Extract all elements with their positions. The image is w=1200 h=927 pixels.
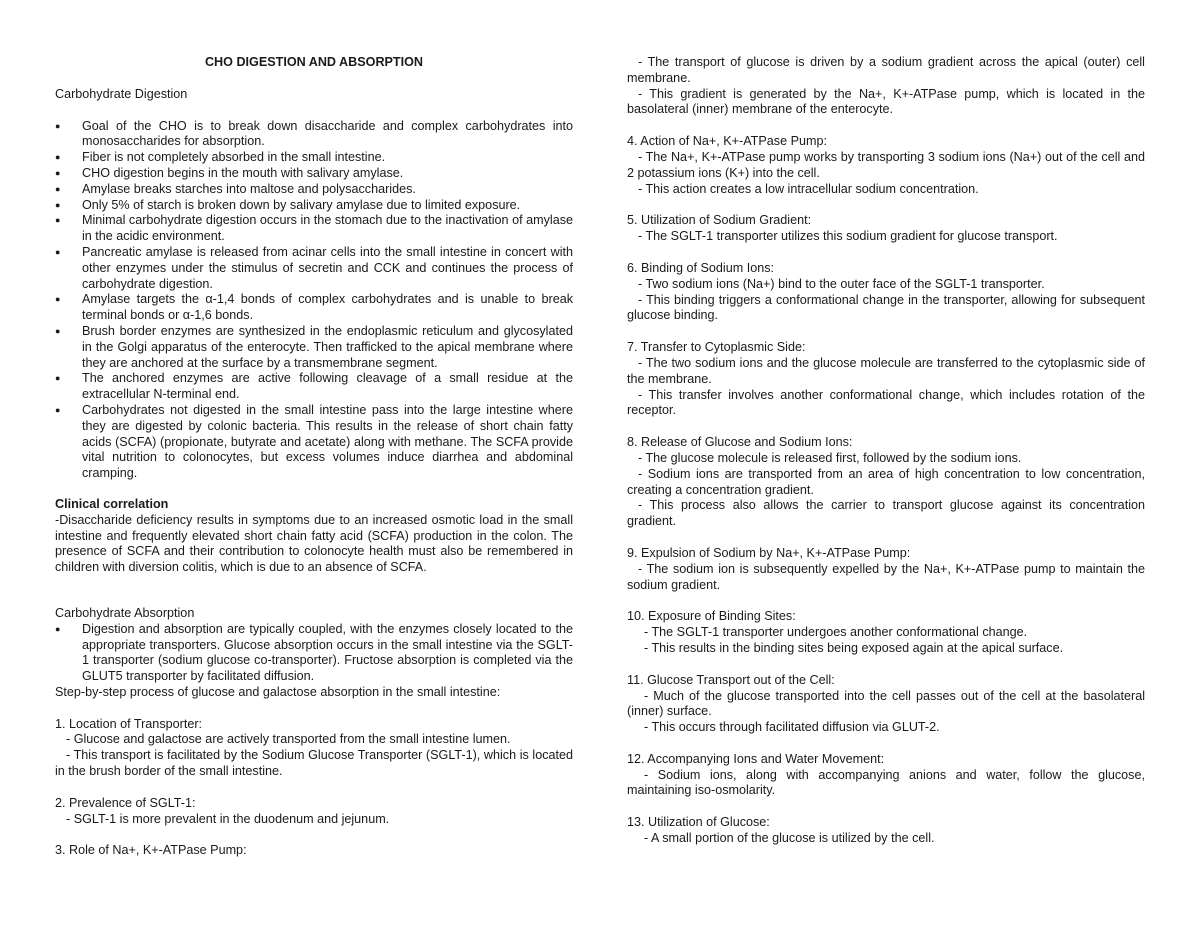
right-column [627, 55, 1145, 847]
step-6 [627, 261, 1145, 324]
step-8 [627, 435, 1145, 530]
absorption-intro: Step-by-step process of glucose and galactose absorption in the small intestine: [55, 684, 501, 699]
step-13 [627, 815, 1145, 847]
step-line: - This results in the binding sites being exposed again at the apical surface. [644, 640, 1064, 655]
step-title: 9. Expulsion of Sodium by Na+, K+-ATPase Pump: [627, 545, 911, 560]
step-title: 10. Exposure of Binding Sites: [627, 609, 796, 624]
step-12 [627, 752, 1145, 799]
step-3-continued [627, 55, 1145, 118]
list-item: ● Carbohydrates not digested in the small intestine pass into the large intestine where they are digested by colonic bacteria. This results in the release of short chain fatty acids (SCFA) (propionate, butyrate and acetate) along with methane. The SCFA provide vital nutrition to colonocytes, but excess volumes induce diarrhea and abdominal cramping. [55, 403, 573, 482]
step-title: 13. Utilization of Glucose: [627, 815, 770, 830]
step-title: 8. Release of Glucose and Sodium Ions: [627, 435, 853, 450]
list-item: ● Digestion and absorption are typically coupled, with the enzymes closely located to the appropriate transporters. Glucose absorption occurs in the small intestine via the SGLT-1 transporter (sodium glucose co-transporter). Fructose absorption is completed via the GLUT5 transporter by facilitated diffusion. [55, 622, 573, 685]
digestion-heading: Carbohydrate Digestion [55, 86, 188, 101]
step-line: - A small portion of the glucose is utilized by the cell. [644, 831, 935, 846]
step-title: 5. Utilization of Sodium Gradient: [627, 213, 812, 228]
step-title: 3. Role of Na+, K+-ATPase Pump: [55, 843, 247, 858]
step-title: 11. Glucose Transport out of the Cell: [627, 672, 835, 687]
list-item: ● Minimal carbohydrate digestion occurs in the stomach due to the inactivation of amylase in the acidic environment. [55, 213, 573, 245]
step-line: - The transport of glucose is driven by a sodium gradient across the apical (outer) cell membrane. [627, 55, 1145, 85]
step-line: - This transfer involves another conformational change, which includes rotation of the receptor. [627, 387, 1145, 418]
step-line: - Two sodium ions (Na+) bind to the outer face of the SGLT-1 transporter. [638, 276, 1045, 291]
step-title: 4. Action of Na+, K+-ATPase Pump: [627, 134, 827, 149]
step-line: - This binding triggers a conformational change in the transporter, allowing for subsequent glucose binding. [627, 292, 1145, 323]
step-title: 12. Accompanying Ions and Water Movement: [627, 751, 885, 766]
left-column [55, 55, 573, 859]
absorption-heading: Carbohydrate Absorption [55, 605, 195, 620]
step-10 [627, 609, 1145, 656]
step-title: 7. Transfer to Cytoplasmic Side: [627, 340, 806, 355]
step-line: - The glucose molecule is released first, followed by the sodium ions. [638, 450, 1022, 465]
list-item: ● Brush border enzymes are synthesized in the endoplasmic reticulum and glycosylated in the Golgi apparatus of the enterocyte. Then trafficked to the apical membrane where they are anchored at the surface by a transmembrane segment. [55, 324, 573, 371]
step-title: 6. Binding of Sodium Ions: [627, 260, 775, 275]
step-line: - Much of the glucose transported into the cell passes out of the cell at the basolateral (inner) surface. [627, 688, 1145, 719]
list-item: ● Pancreatic amylase is released from acinar cells into the small intestine in concert with other enzymes under the stimulus of secretin and CCK and continues the process of carbohydrate digestion. [55, 245, 573, 292]
list-item: ● The anchored enzymes are active following cleavage of a small residue at the extracellular N-terminal end. [55, 371, 573, 403]
page-title: CHO DIGESTION AND ABSORPTION [204, 55, 424, 69]
step-3 [55, 843, 573, 859]
step-5 [627, 213, 1145, 245]
step-title: 2. Prevalence of SGLT-1: [55, 795, 196, 810]
step-line: - This gradient is generated by the Na+, K+-ATPase pump, which is located in the basolateral (inner) membrane of the enterocyte. [627, 86, 1145, 117]
step-line: - The two sodium ions and the glucose molecule are transferred to the cytoplasmic side of the membrane. [627, 355, 1145, 386]
step-line: - Sodium ions, along with accompanying anions and water, follow the glucose, maintaining iso-osmolarity. [627, 767, 1145, 798]
step-line: - Sodium ions are transported from an area of high concentration to low concentration, creating a concentration gradient. [627, 466, 1145, 497]
step-line: - The Na+, K+-ATPase pump works by transporting 3 sodium ions (Na+) out of the cell and 2 potassium ions (K+) into the cell. [627, 149, 1145, 180]
absorption-list [55, 622, 573, 685]
step-line: - The SGLT-1 transporter undergoes another conformational change. [644, 625, 1028, 640]
clinical-heading: Clinical correlation [55, 496, 169, 511]
step-line: - The SGLT-1 transporter utilizes this sodium gradient for glucose transport. [638, 229, 1058, 244]
list-item: ● Fiber is not completely absorbed in the small intestine. [55, 150, 573, 166]
step-line: - SGLT-1 is more prevalent in the duodenum and jejunum. [66, 811, 390, 826]
step-line: - This occurs through facilitated diffusion via GLUT-2. [644, 720, 940, 735]
step-line: - This action creates a low intracellular sodium concentration. [638, 181, 979, 196]
list-item: ● Only 5% of starch is broken down by salivary amylase due to limited exposure. [55, 198, 573, 214]
step-line: - The sodium ion is subsequently expelled by the Na+, K+-ATPase pump to maintain the sodium gradient. [627, 561, 1145, 592]
step-9 [627, 546, 1145, 593]
list-item: ● Amylase breaks starches into maltose and polysaccharides. [55, 182, 573, 198]
step-line: - This process also allows the carrier to transport glucose against its concentration gradient. [627, 498, 1145, 529]
step-title: 1. Location of Transporter: [55, 716, 203, 731]
digestion-list [55, 119, 573, 482]
clinical-text: -Disaccharide deficiency results in symptoms due to an increased osmotic load in the small intestine and frequently elevated short chain fatty acid (SCFA) production in the colon. The presence of SCFA and their contribution to colonocyte health must also be remembered in children with diversion colitis, which is due to an absence of SCFA. [55, 512, 573, 575]
list-item: ● Goal of the CHO is to break down disaccharide and complex carbohydrates into monosaccharides for absorption. [55, 119, 573, 151]
step-7 [627, 340, 1145, 419]
step-2 [55, 796, 573, 828]
step-line: - This transport is facilitated by the Sodium Glucose Transporter (SGLT-1), which is located in the brush border of the small intestine. [55, 748, 573, 779]
step-4 [627, 134, 1145, 197]
step-line: - Glucose and galactose are actively transported from the small intestine lumen. [66, 732, 511, 747]
step-1 [55, 717, 573, 780]
list-item: ● CHO digestion begins in the mouth with salivary amylase. [55, 166, 573, 182]
list-item: ● Amylase targets the α-1,4 bonds of complex carbohydrates and is unable to break terminal bonds or α-1,6 bonds. [55, 292, 573, 324]
step-11 [627, 673, 1145, 736]
